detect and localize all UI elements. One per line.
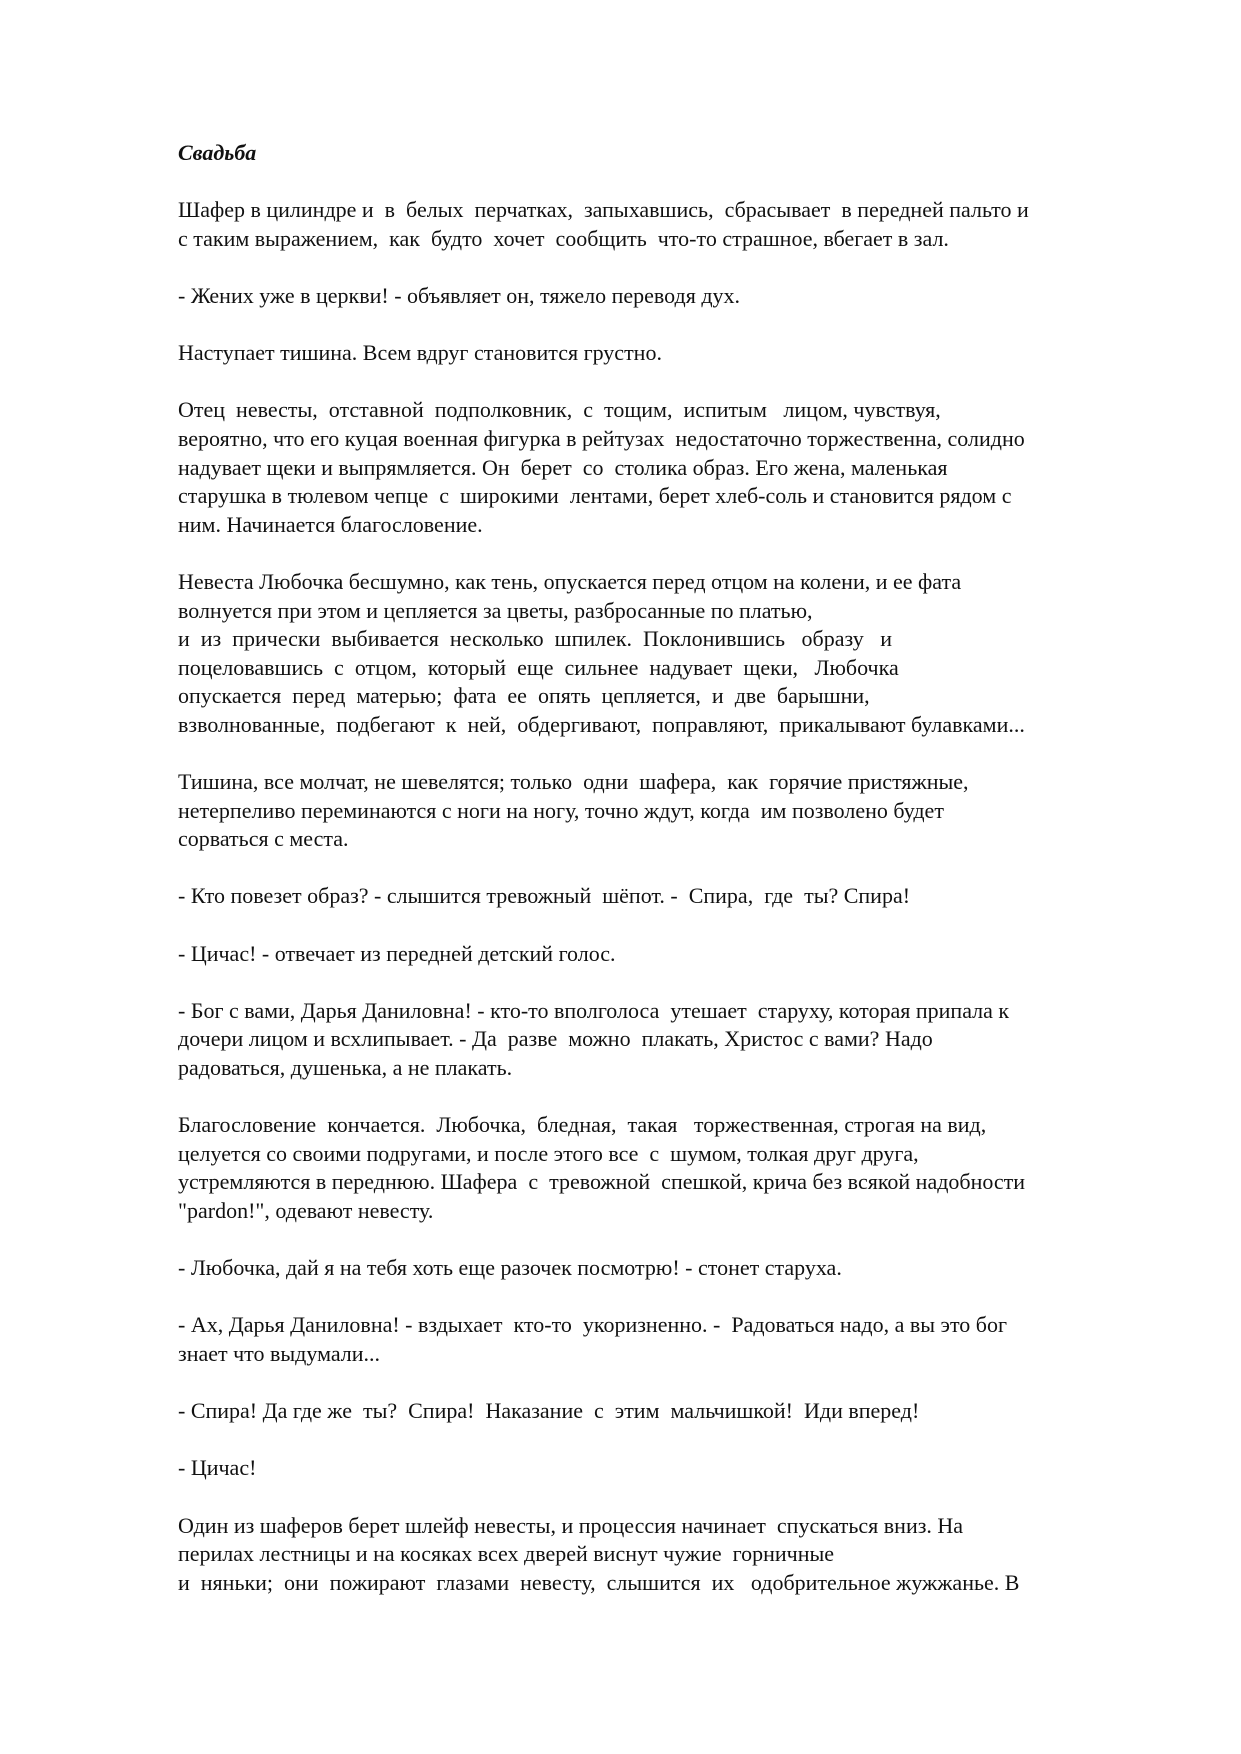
text-line: волнуется при этом и цепляется за цветы, разбросанные по платью,	[178, 597, 813, 623]
text-line: Наступает тишина. Всем вдруг становится грустно.	[178, 340, 662, 366]
paragraph-15	[178, 1512, 1173, 1598]
text-line: Невеста Любочка бесшумно, как тень, опускается перед отцом на колени, и ее фата	[178, 568, 962, 594]
text-line: - Кто повезет образ? - слышится тревожный шёпот. - Спира, где ты? Спира!	[178, 883, 911, 909]
text-line: взволнованные, подбегают к ней, обдергивают, поправляют, прикалывают булавками...	[178, 711, 1025, 737]
text-line: нетерпеливо переминаются с ноги на ногу, точно ждут, когда им позволено будет	[178, 797, 944, 823]
paragraph-5	[178, 568, 1173, 740]
text-line: поцеловавшись с отцом, который еще сильнее надувает щеки, Любочка	[178, 654, 899, 680]
text-line: Отец невесты, отставной подполковник, с тощим, испитым лицом, чувствуя,	[178, 397, 941, 423]
text-line: старушка в тюлевом чепце с широкими лентами, берет хлеб-соль и становится рядом с	[178, 483, 1012, 509]
paragraph-8	[178, 940, 1173, 969]
text-line: Шафер в цилиндре и в белых перчатках, запыхавшись, сбрасывает в передней пальто и	[178, 197, 1029, 223]
text-line: Один из шаферов берет шлейф невесты, и процессия начинает спускаться вниз. На	[178, 1512, 964, 1538]
text-line: - Бог с вами, Дарья Даниловна! - кто-то вполголоса утешает старуху, которая припала к	[178, 997, 1010, 1023]
paragraph-6	[178, 768, 1173, 854]
paragraph-13	[178, 1397, 1173, 1426]
text-line: - Ах, Дарья Даниловна! - вздыхает кто-то укоризненно. - Радоваться надо, а вы это бог	[178, 1312, 1008, 1338]
text-line: и няньки; они пожирают глазами невесту, слышится их одобрительное жужжанье. В	[178, 1569, 1020, 1595]
text-line: надувает щеки и выпрямляется. Он берет со столика образ. Его жена, маленькая	[178, 454, 948, 480]
paragraph-11	[178, 1254, 1173, 1283]
text-line: сорваться с места.	[178, 826, 349, 852]
text-line: дочери лицом и всхлипывает. - Да разве можно плакать, Христос с вами? Надо	[178, 1026, 933, 1052]
text-line: Тишина, все молчат, не шевелятся; только одни шафера, как горячие пристяжные,	[178, 769, 969, 795]
text-line: целуется со своими подругами, и после этого все с шумом, толкая друг друга,	[178, 1140, 919, 1166]
paragraph-1	[178, 196, 1173, 253]
text-line: - Цичас! - отвечает из передней детский голос.	[178, 940, 616, 966]
text-line: - Жених уже в церкви! - объявляет он, тяжело переводя дух.	[178, 282, 741, 308]
paragraph-3	[178, 339, 1173, 368]
paragraph-9	[178, 997, 1173, 1083]
text-line: с таким выражением, как будто хочет сообщить что-то страшное, вбегает в зал.	[178, 225, 949, 251]
text-line: - Цичас!	[178, 1455, 257, 1481]
text-line: и из прически выбивается несколько шпилек. Поклонившись образу и	[178, 626, 893, 652]
text-line: радоваться, душенька, а не плакать.	[178, 1055, 513, 1080]
paragraph-2	[178, 282, 1173, 311]
text-line: перилах лестницы и на косяках всех дверей виснут чужие горничные	[178, 1541, 835, 1567]
text-line: ним. Начинается благословение.	[178, 511, 483, 537]
text-line: вероятно, что его куцая военная фигурка в рейтузах недостаточно торжественна, солидно	[178, 425, 1025, 451]
paragraph-12	[178, 1311, 1173, 1368]
text-line: - Любочка, дай я на тебя хоть еще разочек посмотрю! - стонет старуха.	[178, 1255, 842, 1281]
paragraph-4	[178, 396, 1173, 539]
document-title: Свадьба	[178, 140, 257, 165]
text-line: опускается перед матерью; фата ее опять цепляется, и две барышни,	[178, 683, 870, 709]
paragraph-10	[178, 1111, 1173, 1225]
paragraph-7	[178, 882, 1173, 911]
text-line: Благословение кончается. Любочка, бледная, такая торжественная, строгая на вид,	[178, 1112, 987, 1138]
text-line: устремляются в переднюю. Шафера с тревожной спешкой, крича без всякой надобности	[178, 1169, 1026, 1195]
text-line: знает что выдумали...	[178, 1340, 381, 1366]
paragraph-14	[178, 1454, 1173, 1483]
document-body	[178, 139, 1173, 1626]
text-line: "pardon!", одевают невесту.	[178, 1197, 434, 1223]
text-line: - Спира! Да где же ты? Спира! Наказание с этим мальчишкой! Иди вперед!	[178, 1398, 920, 1424]
